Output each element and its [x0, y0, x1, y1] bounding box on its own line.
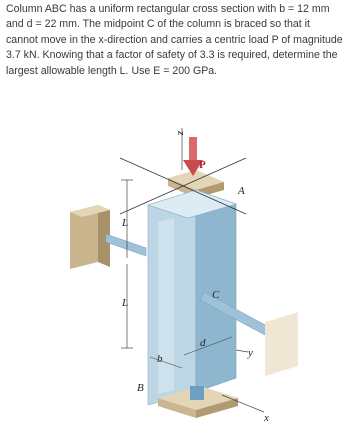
label-x: x	[264, 412, 269, 424]
y-axis-line	[236, 350, 248, 352]
column-body	[148, 190, 236, 405]
label-b: b	[157, 353, 163, 365]
label-L-top: L	[122, 217, 129, 229]
label-A: A	[238, 185, 245, 197]
label-z: z	[175, 131, 187, 136]
length-dimensions	[121, 180, 133, 348]
label-d: d	[200, 337, 206, 349]
label-P: P	[199, 159, 206, 171]
label-y: y	[248, 347, 253, 359]
right-wall-support	[265, 312, 298, 376]
column-figure	[0, 108, 350, 447]
left-wall-support	[70, 205, 110, 269]
label-L-bottom: L	[122, 297, 129, 309]
problem-statement: Column ABC has a uniform rectangular cross section with b = 12 mm and d = 22 mm. The midpoint C of the column is braced so that it cannot move in the x-direction and carries a centric load P of magnitude 3.7 kN. Knowing that a factor of safety of 3.3 is required, determine the largest allowable length L. Use E = 200 GPa.	[6, 3, 343, 77]
left-brace-rod	[106, 234, 146, 256]
label-C: C	[212, 289, 220, 301]
label-B: B	[137, 382, 144, 394]
